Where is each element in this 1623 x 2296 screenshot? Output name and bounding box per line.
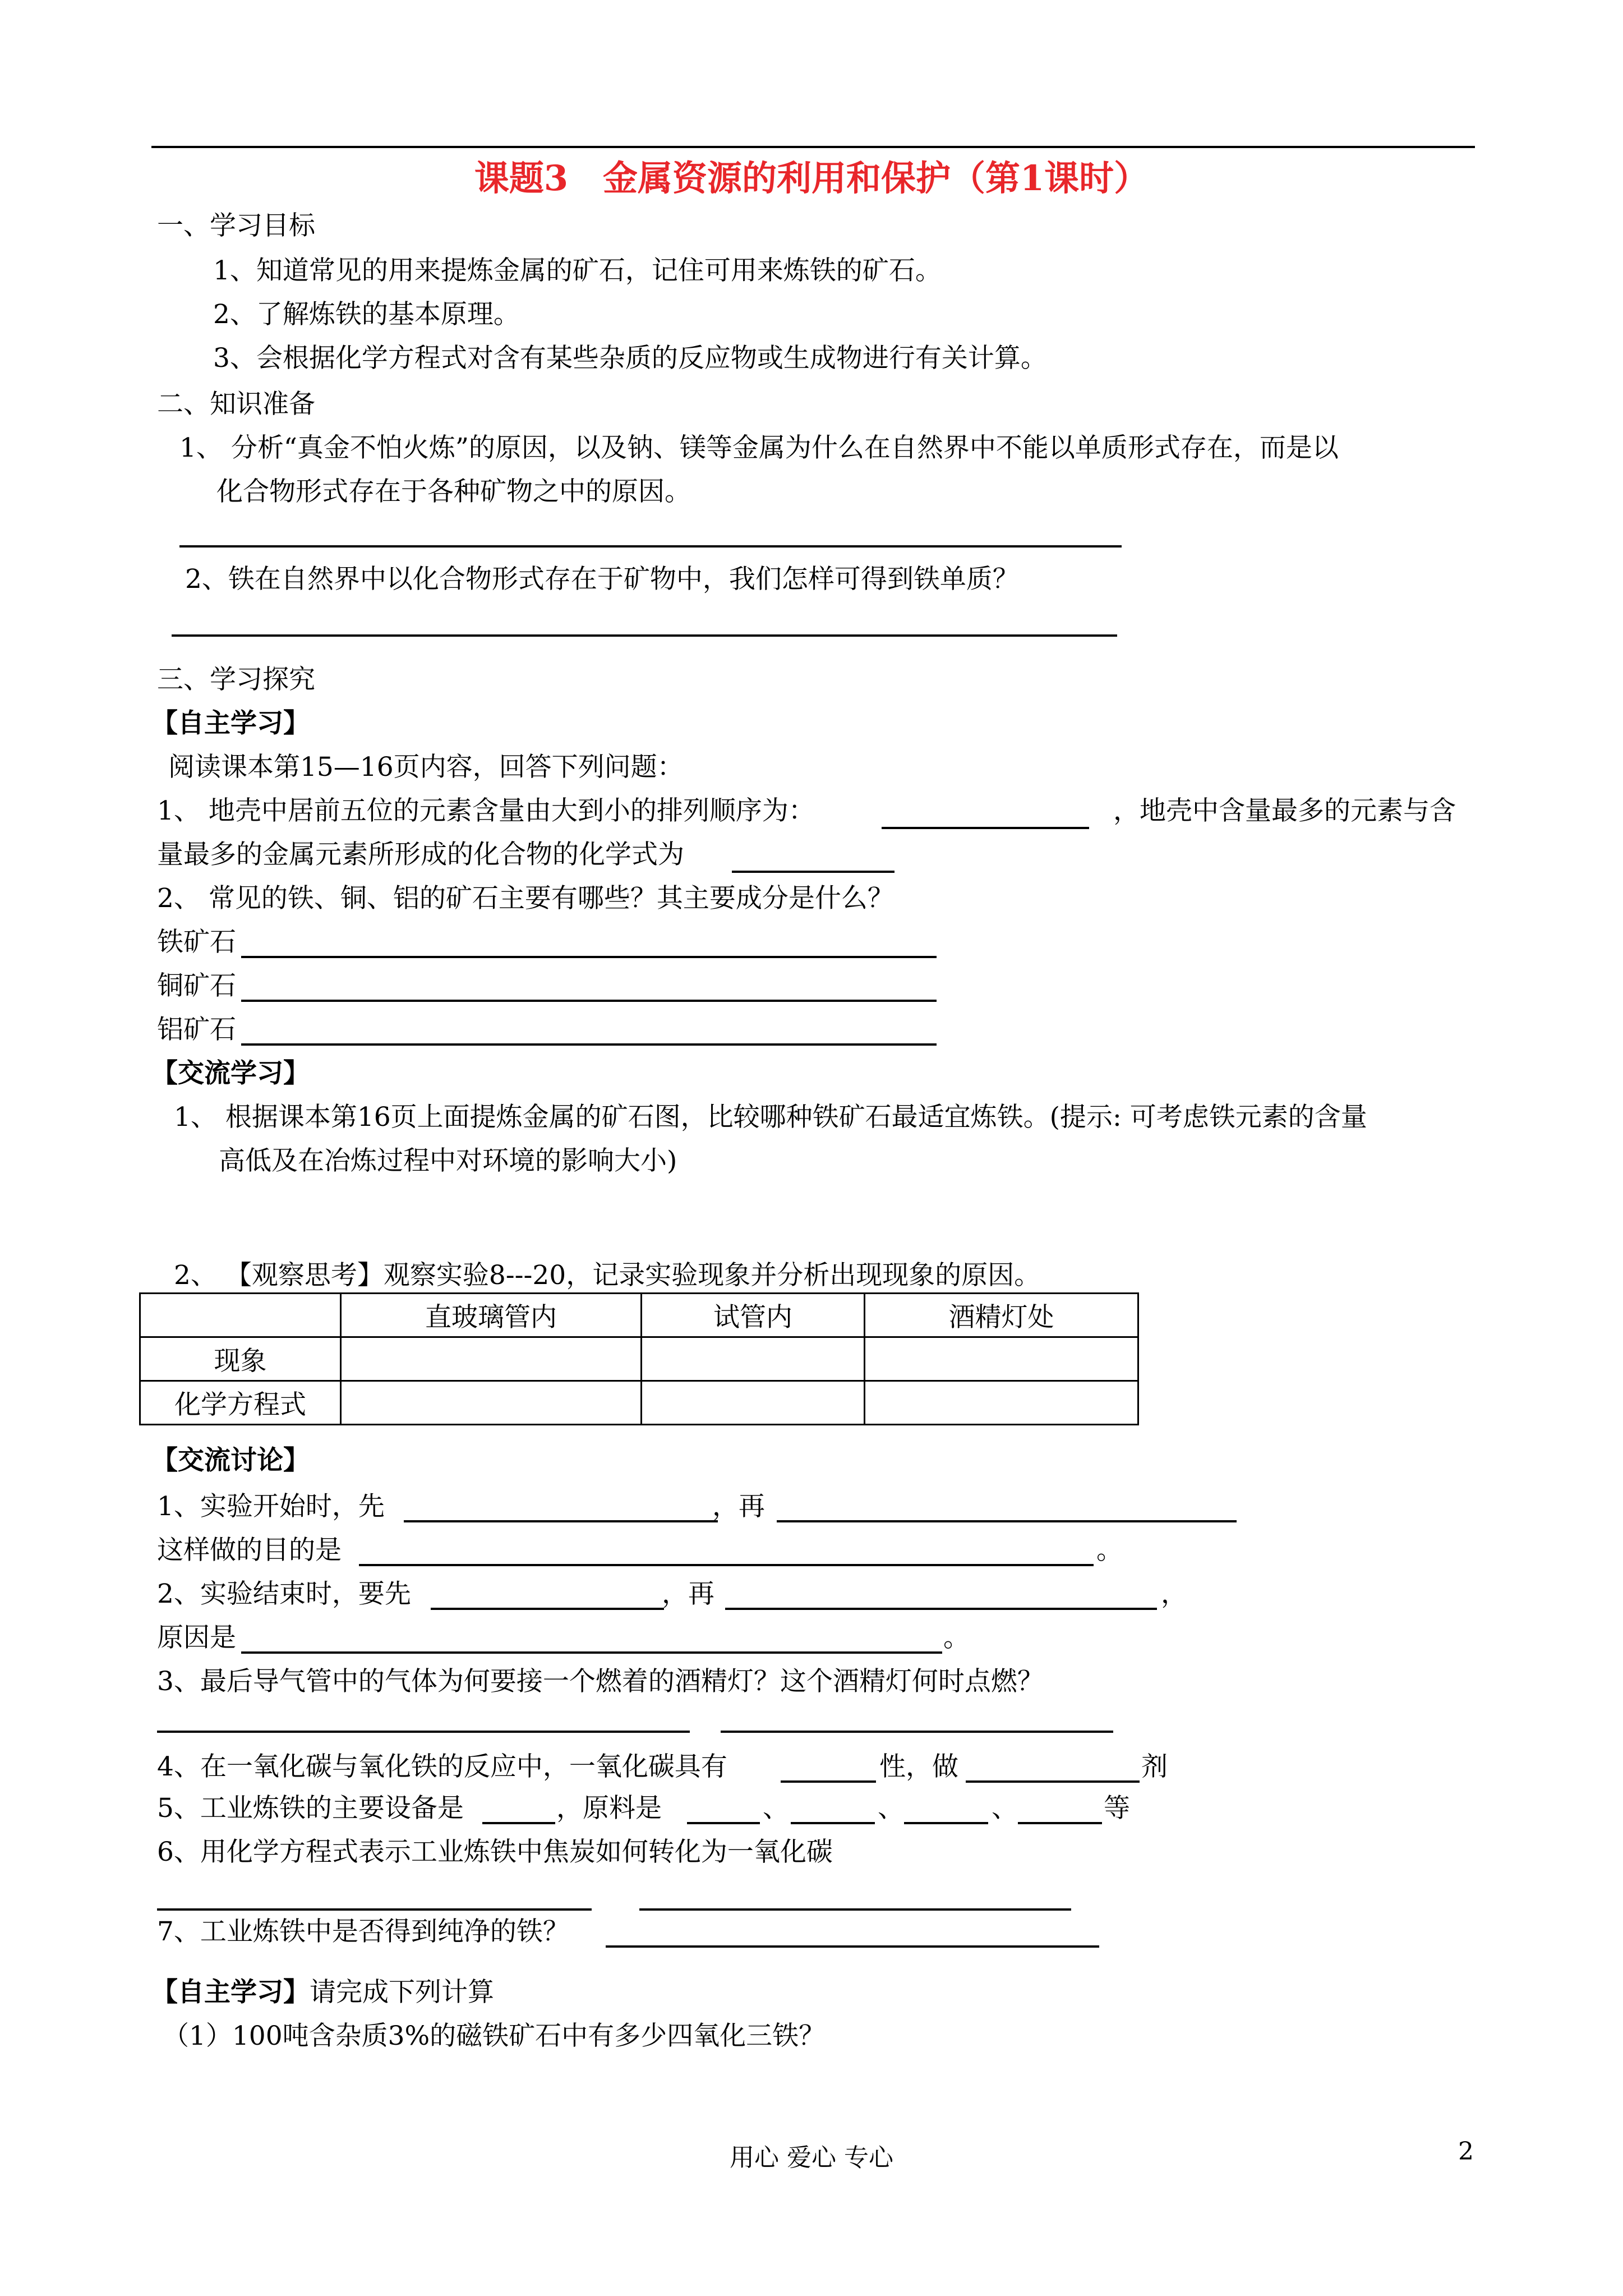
discussion-7: 7、工业炼铁中是否得到纯净的铁？ (157, 1916, 569, 1947)
discussion-4: 4、在一氧化碳与氧化铁的反应中，一氧化碳具有 (157, 1751, 727, 1782)
exchange-study-heading: 【交流学习】 (151, 1058, 310, 1089)
answer-blank[interactable] (781, 1780, 876, 1783)
answer-blank[interactable] (359, 1564, 1094, 1566)
table-header-cell: 酒精灯处 (865, 1294, 1138, 1337)
answer-blank[interactable] (404, 1520, 718, 1522)
page-number: 2 (1458, 2137, 1474, 2166)
objective-item: 2、了解炼铁的基本原理。 (213, 299, 520, 330)
separator: 、 (878, 1793, 904, 1824)
question-1-cont: 量最多的金属元素所形成的化合物的化学式为 (157, 839, 684, 870)
table-cell[interactable] (341, 1381, 642, 1425)
self-study-heading: 【自主学习】 (151, 708, 310, 739)
table-header-cell (140, 1294, 341, 1337)
discussion-5: 5、工业炼铁的主要设备是 (157, 1793, 464, 1824)
exchange-question-1: 1、 根据课本第16页上面提炼金属的矿石图，比较哪种铁矿石最适宜炼铁。(提示: 可考虑铁元素的含量 (174, 1102, 1367, 1133)
discussion-1: 1、实验开始时，先 (157, 1491, 385, 1522)
answer-line[interactable] (172, 634, 1117, 637)
discussion-6: 6、用化学方程式表示工业炼铁中焦炭如何转化为一氧化碳 (157, 1837, 833, 1867)
answer-line[interactable] (241, 1000, 937, 1002)
ore-copper-label: 铜矿石 (157, 970, 236, 1001)
discussion-1-then: ，再 (712, 1491, 765, 1522)
exchange-question-2: 2、 【观察思考】观察实验8---20，记录实验现象并分析出现现象的原因。 (174, 1260, 1041, 1291)
table-header-cell: 试管内 (642, 1294, 865, 1337)
table-header-row (140, 1294, 1138, 1337)
separator: 、 (992, 1793, 1018, 1824)
row-label: 现象 (140, 1337, 341, 1381)
answer-blank[interactable] (431, 1608, 664, 1610)
punctuation: 。 (1096, 1535, 1123, 1566)
header-rule (151, 146, 1475, 148)
prep-question-1: 1、 分析“真金不怕火炼”的原因，以及钠、镁等金属为什么在自然界中不能以单质形式存在，而是以 (179, 432, 1339, 463)
discussion-5-mid: ，原料是 (556, 1793, 662, 1824)
table-header-cell: 直玻璃管内 (341, 1294, 642, 1337)
discussion-5-end: 等 (1104, 1793, 1130, 1824)
ore-aluminum-label: 铝矿石 (157, 1014, 236, 1045)
discussion-2: 2、实验结束时，要先 (157, 1579, 411, 1609)
answer-line[interactable] (179, 545, 1122, 547)
answer-blank[interactable] (882, 827, 1089, 829)
answer-line[interactable] (241, 1043, 937, 1046)
footer-motto: 用心 爱心 专心 (730, 2143, 893, 2172)
answer-line[interactable] (157, 1908, 592, 1911)
table-row (140, 1381, 1138, 1425)
reading-instruction: 阅读课本第15—16页内容，回答下列问题： (168, 752, 684, 783)
table-cell[interactable] (642, 1381, 865, 1425)
self-study-calc-line (151, 1976, 494, 2009)
answer-blank[interactable] (904, 1822, 988, 1824)
prep-question-1-cont: 化合物形式存在于各种矿物之中的原因。 (216, 476, 691, 507)
answer-blank[interactable] (482, 1822, 555, 1824)
question-1-mid: ，地壳中含量最多的元素与含 (1113, 795, 1456, 826)
section-heading-objectives: 一、学习目标 (157, 210, 315, 241)
table-cell[interactable] (865, 1337, 1138, 1381)
section-heading-inquiry: 三、学习探究 (157, 664, 315, 695)
objective-item: 1、知道常见的用来提炼金属的矿石，记住可用来炼铁的矿石。 (213, 255, 942, 286)
answer-blank[interactable] (241, 1651, 942, 1654)
discussion-1-purpose: 这样做的目的是 (157, 1535, 342, 1566)
answer-line[interactable] (241, 956, 937, 958)
punctuation: ， (1161, 1579, 1187, 1609)
section-heading-preparation: 二、知识准备 (157, 389, 315, 420)
answer-blank[interactable] (791, 1822, 875, 1824)
observation-table (139, 1292, 1139, 1425)
question-1: 1、 地壳中居前五位的元素含量由大到小的排列顺序为： (157, 795, 815, 826)
table-cell[interactable] (642, 1337, 865, 1381)
answer-blank[interactable] (966, 1780, 1140, 1783)
answer-line[interactable] (721, 1731, 1113, 1733)
self-study-heading-2: 【自主学习】 (151, 1977, 310, 2008)
prep-question-2: 2、铁在自然界中以化合物形式存在于矿物中，我们怎样可得到铁单质？ (185, 564, 1019, 595)
question-2: 2、 常见的铁、铜、铝的矿石主要有哪些？其主要成分是什么？ (157, 883, 894, 914)
discussion-4-end: 剂 (1141, 1751, 1168, 1782)
punctuation: 。 (943, 1622, 970, 1653)
answer-line[interactable] (157, 1731, 690, 1733)
discussion-2-reason: 原因是 (157, 1622, 236, 1653)
table-cell[interactable] (865, 1381, 1138, 1425)
answer-line[interactable] (639, 1908, 1071, 1911)
separator: 、 (763, 1793, 789, 1824)
answer-blank[interactable] (1018, 1822, 1102, 1824)
calculation-1: （1）100吨含杂质3%的磁铁矿石中有多少四氧化三铁？ (163, 2021, 826, 2051)
table-cell[interactable] (341, 1337, 642, 1381)
objective-item: 3、会根据化学方程式对含有某些杂质的反应物或生成物进行有关计算。 (213, 343, 1047, 374)
exchange-question-1-cont: 高低及在冶炼过程中对环境的影响大小) (219, 1145, 677, 1176)
discussion-3: 3、最后导气管中的气体为何要接一个燃着的酒精灯？这个酒精灯何时点燃？ (157, 1666, 1044, 1697)
calc-instruction: 请完成下列计算 (310, 1977, 494, 2008)
answer-blank[interactable] (687, 1822, 760, 1824)
discussion-heading: 【交流讨论】 (151, 1445, 310, 1476)
row-label: 化学方程式 (140, 1381, 341, 1425)
discussion-4-mid: 性，做 (879, 1751, 958, 1782)
answer-blank[interactable] (725, 1608, 1157, 1610)
answer-blank[interactable] (606, 1945, 1099, 1948)
discussion-2-then: ，再 (662, 1579, 714, 1609)
answer-blank[interactable] (732, 871, 895, 873)
table-row (140, 1337, 1138, 1381)
ore-iron-label: 铁矿石 (157, 927, 236, 958)
answer-blank[interactable] (777, 1520, 1237, 1522)
page-title: 课题3 金属资源的利用和保护（第1课时） (474, 158, 1149, 199)
